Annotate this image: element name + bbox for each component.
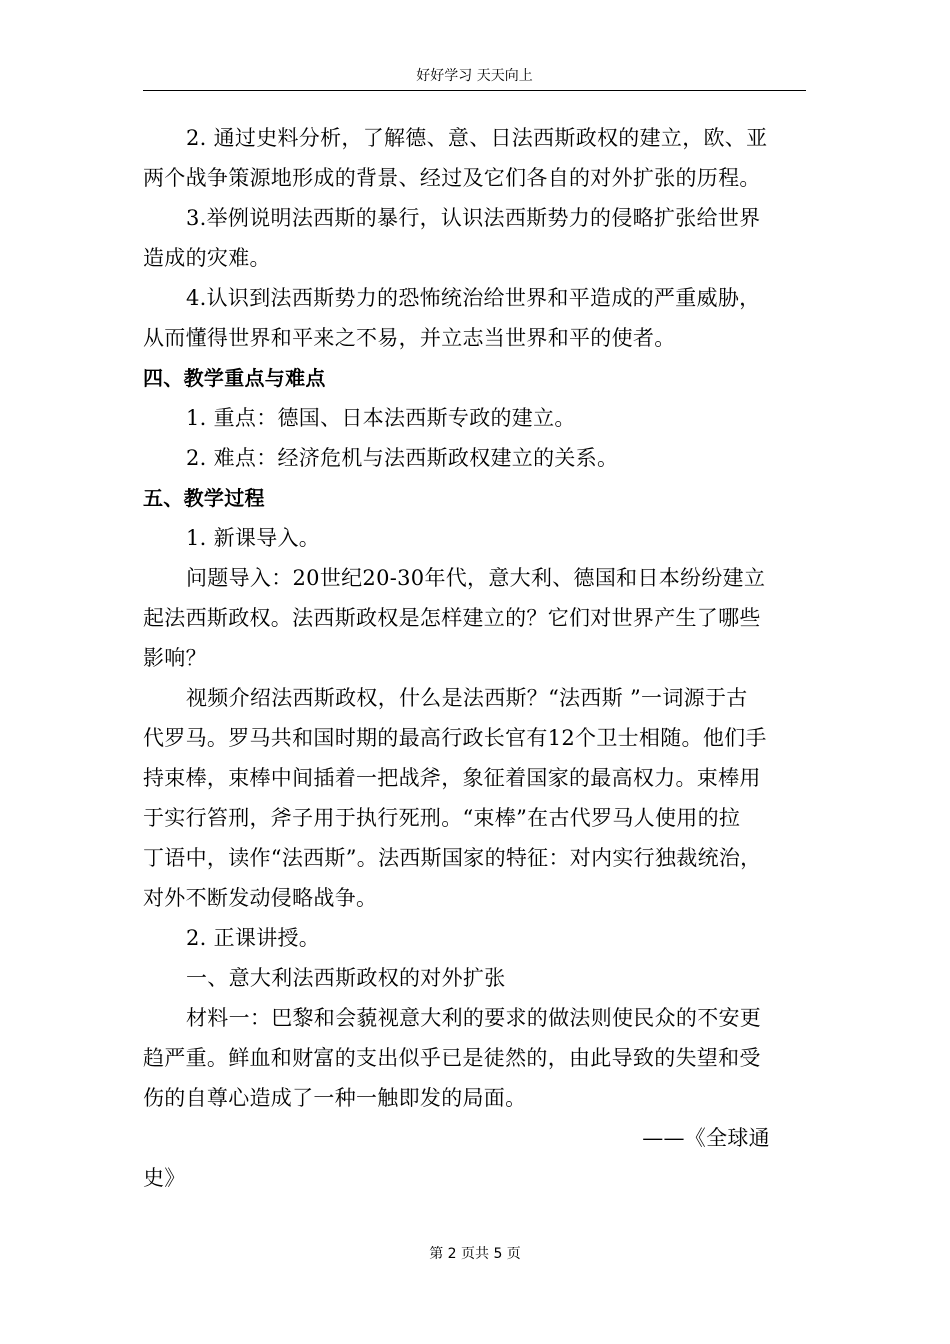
document-body: [143, 118, 806, 1198]
paragraph-line: 两个战争策源地形成的背景、经过及它们各自的对外扩张的历程。: [143, 166, 761, 190]
quote-line: 材料一：巴黎和会藐视意大利的要求的做法则使民众的不安更: [186, 1006, 762, 1030]
paragraph-line: 问题导入：20世纪20-30年代，意大利、德国和日本纷纷建立: [186, 566, 766, 590]
quote-line: 趋严重。鲜血和财富的支出似乎已是徒然的，由此导致的失望和受: [143, 1046, 761, 1070]
paragraph-line: 4.认识到法西斯势力的恐怖统治给世界和平造成的严重威胁，: [186, 286, 761, 310]
paragraph-line: 丁语中，读作“法西斯”。法西斯国家的特征：对内实行独裁统治，: [143, 846, 762, 870]
paragraph-line: 视频介绍法西斯政权，什么是法西斯？“法西斯 ”一词源于古: [186, 686, 748, 710]
paragraph-line: 3.举例说明法西斯的暴行，认识法西斯势力的侵略扩张给世界: [186, 206, 761, 230]
paragraph-line: 从而懂得世界和平来之不易，并立志当世界和平的使者。: [143, 326, 676, 350]
paragraph-line: 2. 通过史料分析，了解德、意、日法西斯政权的建立，欧、亚: [186, 126, 768, 150]
paragraph-line: 影响？: [143, 646, 207, 670]
page-number: 第 2 页共 5 页: [429, 1246, 521, 1262]
paragraph-line: 持束棒，束棒中间插着一把战斧，象征着国家的最高权力。束棒用: [143, 766, 761, 790]
section-heading: 五、教学过程: [143, 486, 265, 510]
paragraph-line: 对外不断发动侵略战争。: [143, 886, 378, 910]
paragraph-line: 代罗马。罗马共和国时期的最高行政长官有12个卫士相随。他们手: [143, 726, 767, 750]
section-heading: 四、教学重点与难点: [143, 366, 326, 390]
paragraph-line: 2. 难点：经济危机与法西斯政权建立的关系。: [186, 446, 619, 470]
paragraph-line: 1. 新课导入。: [186, 526, 321, 550]
paragraph-line: 一、意大利法西斯政权的对外扩张: [186, 966, 506, 990]
paragraph-line: 于实行笞刑，斧子用于执行死刑。“束棒”在古代罗马人使用的拉: [143, 806, 741, 830]
quote-line: 伤的自尊心造成了一种一触即发的局面。: [143, 1086, 527, 1110]
paragraph-line: 1. 重点：德国、日本法西斯专政的建立。: [186, 406, 576, 430]
paragraph-line: 造成的灾难。: [143, 246, 271, 270]
paragraph-line: 起法西斯政权。法西斯政权是怎样建立的？它们对世界产生了哪些: [143, 606, 761, 630]
quote-source: ——《全球通: [642, 1126, 770, 1150]
paragraph-line: 2. 正课讲授。: [186, 926, 321, 950]
quote-source: 史》: [143, 1166, 186, 1190]
page-header: 好好学习 天天向上: [143, 66, 806, 91]
